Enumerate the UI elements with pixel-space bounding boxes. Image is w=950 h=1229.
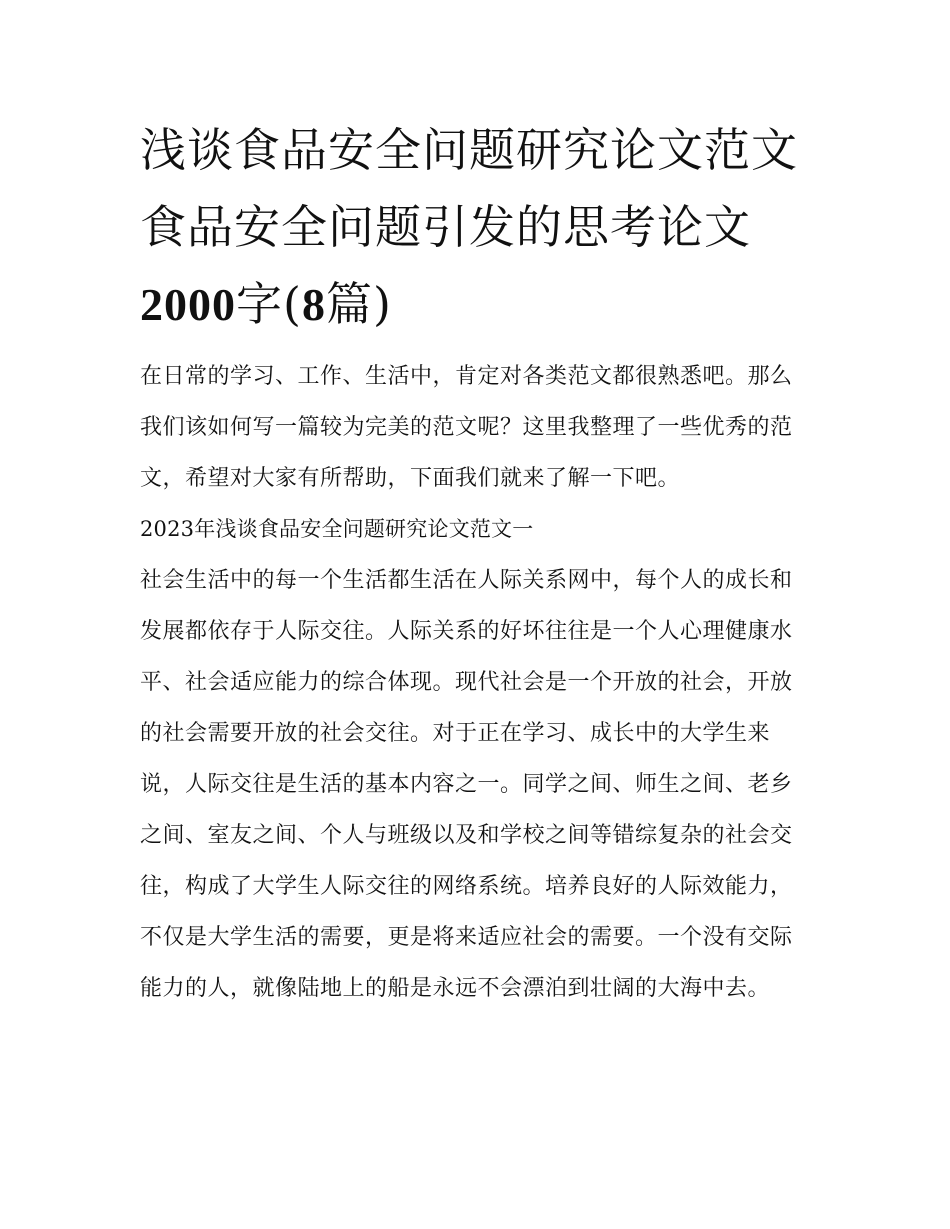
document-title [140,112,810,343]
title-article-count: 8 [301,279,326,330]
title-text-part2: 字( [236,277,302,331]
title-word-count: 2000 [140,279,236,330]
document-content [140,112,810,1014]
section-heading: 2023年浅谈食品安全问题研究论文范文一 [140,517,534,541]
title-text-part1: 浅谈食品安全问题研究论文范文 食品安全问题引发的思考论文 [140,123,798,254]
intro-paragraph: 在日常的学习、工作、生活中，肯定对各类范文都很熟悉吧。那么我们该如何写一篇较为完美的范文呢？这里我整理了一些优秀的范文，希望对大家有所帮助，下面我们就来了解一下吧。 [140,364,793,491]
title-text-part3: 篇) [325,277,392,331]
body-paragraph: 社会生活中的每一个生活都生活在人际关系网中，每个人的成长和发展都依存于人际交往。人际关系的好坏往往是一个人心理健康水平、社会适应能力的综合体现。现代社会是一个开放的社会，开放的社会需要开放的社会交往。对于正在学习、成长中的大学生来说，人际交往是生活的基本内容之一。同学之间、师生之间、老乡之间、室友之间、个人与班级以及和学校之间等错综复杂的社会交往，构成了大学生人际交往的网络系统。培养良好的人际效能力，不仅是大学生活的需要，更是将来适应社会的需要。一个没有交际能力的人，就像陆地上的船是永远不会漂泊到壮阔的大海中去。 [140,568,793,1001]
